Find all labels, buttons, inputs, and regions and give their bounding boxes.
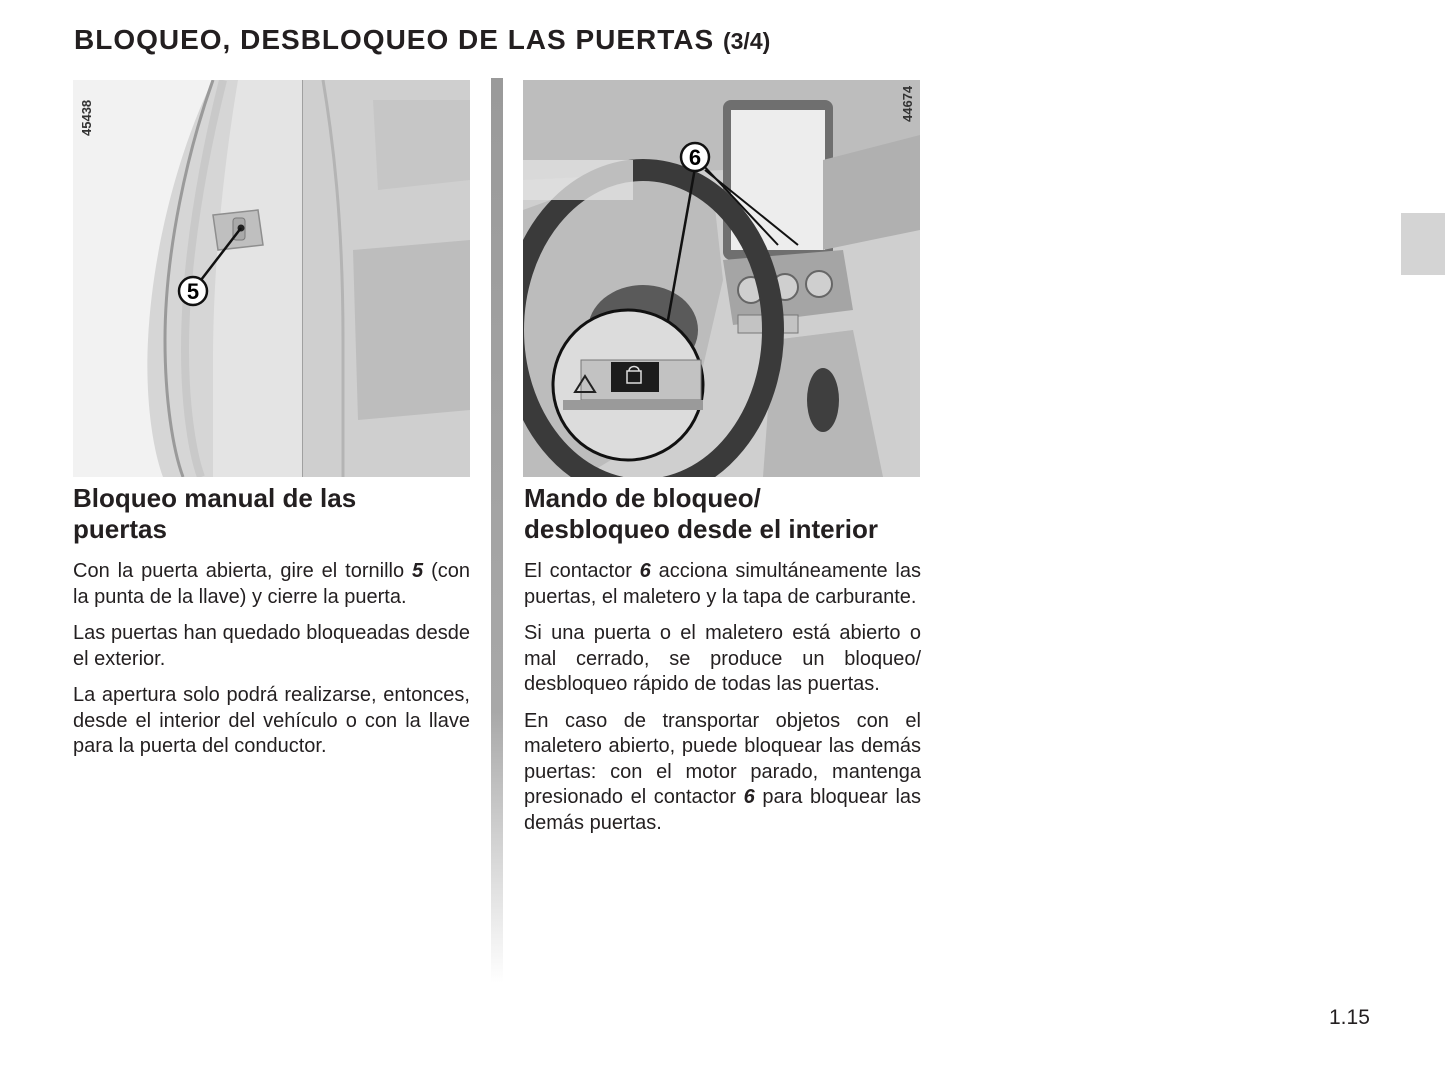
figure-code-left: 45438: [79, 99, 94, 136]
reference-5: 5: [412, 560, 424, 582]
dashboard-drawing: [523, 80, 920, 477]
title-text: BLOQUEO, DESBLOQUEO DE LAS PUERTAS: [74, 24, 715, 55]
callout-5-label: 5: [186, 279, 200, 304]
paragraph-open-boot: En caso de transportar objetos con el maletero abierto, puede bloquear las demás puertas: con el motor parado, mantenga presionado el contactor 6 para bloquear las demás puertas.: [524, 709, 922, 834]
door-lock-illustration: [73, 80, 470, 477]
door-edge-drawing: [73, 80, 470, 477]
figure-code-right: 44674: [900, 85, 915, 122]
dashboard-lock-button-illustration: [523, 80, 920, 477]
paragraph-doors-locked: Las puertas han quedado bloqueadas desde el exterior.: [73, 622, 470, 670]
paragraph-screw-instruction: Con la puerta abierta, gire el tornillo 5 (con la punta de la llave) y cierre la puerta.: [73, 560, 470, 608]
page-title: [74, 24, 770, 56]
page-number: 1.15: [1329, 1006, 1370, 1029]
reference-6-second: 6: [743, 786, 755, 808]
callout-6-label: 6: [688, 145, 702, 170]
section-heading-manual-locking: Bloqueo manual de las puertas: [73, 483, 357, 544]
reference-6: 6: [639, 560, 651, 582]
section-manual-locking: [73, 483, 470, 771]
chapter-tab: [1401, 213, 1445, 275]
paragraph-switch-function: El contactor 6 acciona simultáneamente las puertas, el maletero y la tapa de carburante.: [524, 560, 921, 608]
column-divider: [491, 78, 503, 983]
paragraph-quick-lock: Si una puerta o el maletero está abierto o mal cerrado, se produce un bloqueo/ desbloqueo rápido de todas las puertas.: [524, 622, 921, 695]
title-part: (3/4): [722, 28, 771, 54]
paragraph-opening-note: La apertura solo podrá realizarse, entonces, desde el interior del vehículo o con la llave para la puerta del conductor.: [73, 684, 470, 757]
section-interior-control: [524, 483, 921, 847]
section-heading-interior-control: Mando de bloqueo/ desbloqueo desde el interior: [524, 483, 878, 544]
